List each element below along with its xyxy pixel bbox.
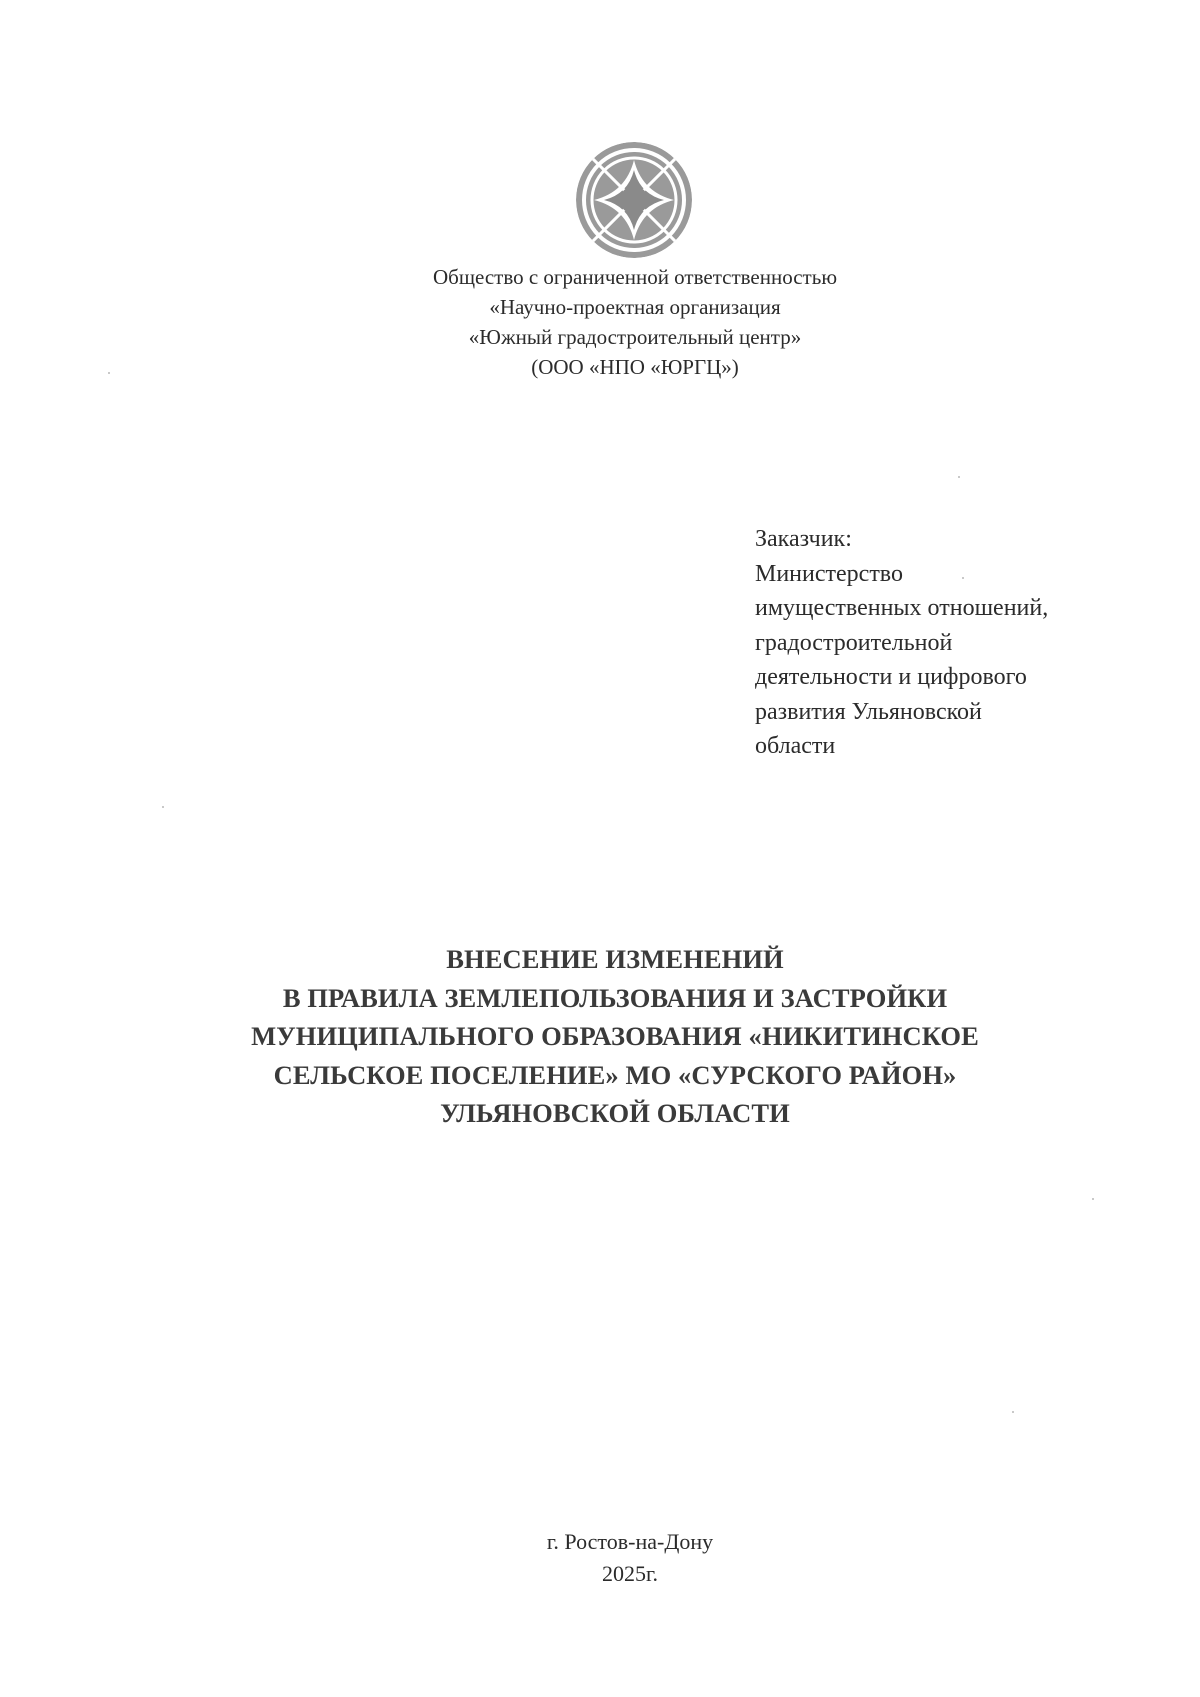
customer-block bbox=[755, 522, 1155, 764]
footer-block bbox=[430, 1526, 830, 1590]
customer-line: развития Ульяновской bbox=[755, 698, 982, 725]
title-line: СЕЛЬСКОЕ ПОСЕЛЕНИЕ» МО «СУРСКОГО РАЙОН» bbox=[273, 1059, 957, 1090]
scan-speck bbox=[1012, 1411, 1014, 1413]
organization-block bbox=[300, 262, 970, 382]
city-line: г. Ростов-на-Дону bbox=[546, 1529, 714, 1554]
title-line: В ПРАВИЛА ЗЕМЛЕПОЛЬЗОВАНИЯ И ЗАСТРОЙКИ bbox=[282, 982, 948, 1013]
title-line: МУНИЦИПАЛЬНОГО ОБРАЗОВАНИЯ «НИКИТИНСКОЕ bbox=[251, 1021, 979, 1051]
year-line: 2025г. bbox=[601, 1561, 659, 1586]
customer-line: деятельности и цифрового bbox=[755, 664, 1027, 690]
organization-line: (ООО «НПО «ЮРГЦ») bbox=[531, 355, 739, 379]
organization-line: Общество с ограниченной ответственностью bbox=[432, 265, 838, 289]
scan-speck bbox=[1092, 1198, 1094, 1200]
customer-line: градостроительной bbox=[755, 629, 953, 656]
title-line: ВНЕСЕНИЕ ИЗМЕНЕНИЙ bbox=[446, 944, 784, 974]
scan-speck bbox=[108, 372, 110, 374]
scan-speck bbox=[962, 577, 964, 579]
document-title bbox=[120, 940, 1110, 1133]
scan-speck bbox=[958, 476, 960, 478]
title-line: УЛЬЯНОВСКОЙ ОБЛАСТИ bbox=[440, 1098, 790, 1128]
yrgc-logo-icon bbox=[572, 138, 696, 262]
scan-speck bbox=[162, 806, 164, 808]
customer-label: Заказчик: bbox=[755, 526, 852, 552]
organization-line: «Южный градостроительный центр» bbox=[468, 325, 802, 349]
organization-line: «Научно-проектная организация bbox=[489, 295, 781, 319]
customer-line: имущественных отношений, bbox=[755, 595, 1049, 621]
customer-line: области bbox=[755, 733, 836, 759]
customer-line: Министерство bbox=[755, 560, 903, 587]
